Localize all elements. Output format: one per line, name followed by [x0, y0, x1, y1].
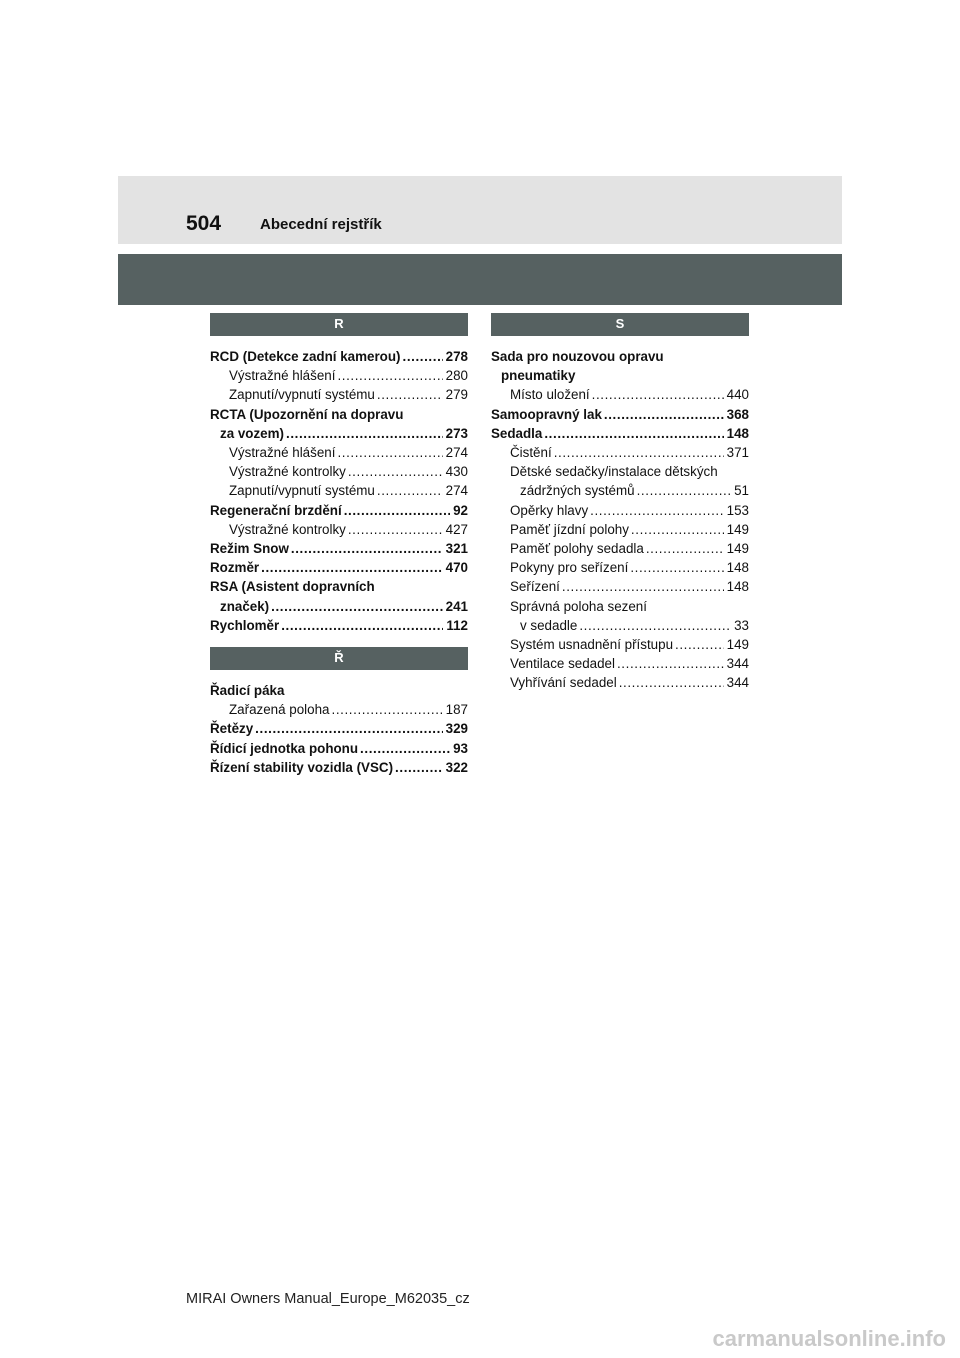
entry-label: Výstražné hlášení	[229, 445, 336, 461]
dot-leader	[619, 673, 724, 692]
entry-label: Pokyny pro seřízení	[510, 560, 629, 576]
entry-label: Paměť polohy sedadla	[510, 541, 644, 557]
entry-label: v sedadle	[520, 617, 578, 633]
entry-page-number[interactable]: 241	[445, 598, 468, 614]
index-entry[interactable]	[491, 366, 749, 385]
entry-page-number[interactable]: 148	[726, 560, 749, 576]
entry-page-number[interactable]: 344	[726, 675, 749, 691]
index-entry[interactable]	[210, 577, 468, 596]
entry-page-number[interactable]: 440	[726, 387, 749, 403]
index-subentry[interactable]	[491, 616, 749, 635]
index-column-left	[210, 313, 468, 777]
entry-page-number[interactable]: 427	[445, 521, 468, 537]
entry-page-number[interactable]: 344	[726, 656, 749, 672]
entry-label: Řetězy	[210, 721, 254, 737]
letter-header: Ř	[210, 647, 468, 670]
dot-leader	[286, 424, 443, 443]
entry-label: RCD (Detekce zadní kamerou)	[210, 349, 401, 364]
entry-page-number[interactable]: 112	[446, 617, 468, 633]
footer-text: MIRAI Owners Manual_Europe_M62035_cz	[186, 1291, 470, 1307]
index-subentry[interactable]	[210, 443, 468, 462]
entry-page-number[interactable]: 148	[726, 579, 749, 595]
entry-page-number[interactable]: 153	[726, 502, 749, 518]
index-column-right	[491, 313, 749, 693]
dot-leader	[348, 520, 443, 539]
index-subentry[interactable]	[491, 501, 749, 520]
entry-label: Regenerační brzdění	[210, 502, 342, 518]
entry-label: Místo uložení	[510, 387, 590, 403]
index-subentry[interactable]	[210, 520, 468, 539]
index-subentry[interactable]	[210, 462, 468, 481]
index-entry-list	[210, 336, 468, 635]
entry-label: zádržných systémů	[520, 483, 635, 499]
entry-page-number[interactable]: 92	[453, 502, 468, 518]
entry-label: Zařazená poloha	[229, 702, 330, 718]
entry-label: za vozem)	[220, 425, 284, 441]
index-entry[interactable]	[491, 347, 749, 366]
index-subentry[interactable]	[491, 481, 749, 500]
entry-page-number[interactable]: 470	[445, 560, 468, 576]
index-entry[interactable]	[491, 405, 749, 424]
entry-label: Režim Snow	[210, 541, 289, 557]
entry-label: Řídicí jednotka pohonu	[210, 740, 359, 756]
entry-page-number[interactable]: 274	[445, 445, 468, 461]
index-entry[interactable]	[210, 597, 468, 616]
index-subentry[interactable]	[491, 654, 749, 673]
entry-label: Opěrky hlavy	[510, 502, 589, 518]
entry-page-number[interactable]: 322	[445, 759, 468, 775]
dot-leader	[562, 577, 724, 596]
index-entry[interactable]	[210, 347, 468, 366]
index-subentry[interactable]	[210, 700, 468, 719]
section-title: Abecední rejstřík	[260, 216, 382, 233]
dot-leader	[631, 520, 724, 539]
dot-leader	[344, 501, 450, 520]
entry-label: Seřízení	[510, 579, 560, 595]
entry-label: Systém usnadnění přístupu	[510, 637, 674, 653]
entry-page-number[interactable]: 51	[734, 483, 749, 499]
dot-leader	[646, 539, 724, 558]
dot-leader	[579, 616, 731, 635]
dot-leader	[337, 366, 442, 385]
index-subentry[interactable]	[491, 577, 749, 596]
entry-label: Řízení stability vozidla (VSC)	[210, 759, 394, 775]
letter-header: S	[491, 313, 749, 336]
dot-leader	[554, 443, 724, 462]
entry-label: Výstražné kontrolky	[229, 464, 346, 480]
index-subentry[interactable]	[491, 385, 749, 404]
dot-leader	[291, 539, 443, 558]
index-entry[interactable]	[210, 739, 468, 758]
index-subentry[interactable]	[491, 443, 749, 462]
page-number: 504	[186, 212, 222, 235]
index-entry[interactable]	[210, 558, 468, 577]
dot-leader	[630, 558, 723, 577]
dot-leader	[261, 558, 443, 577]
entry-page-number[interactable]: 280	[445, 368, 468, 384]
entry-label: Ventilace sedadel	[510, 656, 615, 672]
entry-label: Dětské sedačky/instalace dětských	[510, 464, 718, 480]
dot-leader	[544, 424, 723, 443]
entry-page-number[interactable]: 187	[445, 702, 468, 718]
index-subentry[interactable]	[491, 635, 749, 654]
entry-label: Řadicí páka	[210, 683, 285, 699]
dot-leader	[281, 616, 443, 635]
entry-page-number[interactable]: 321	[445, 541, 468, 557]
dot-leader	[395, 758, 443, 777]
entry-label: značek)	[220, 598, 270, 614]
index-subentry[interactable]	[210, 481, 468, 500]
entry-label: Sedadla	[491, 425, 543, 441]
dot-leader	[377, 385, 443, 404]
dot-leader	[617, 654, 724, 673]
entry-label: Samoopravný lak	[491, 406, 602, 422]
entry-page-number[interactable]: 430	[445, 464, 468, 480]
index-subentry[interactable]	[491, 539, 749, 558]
index-entry-list	[210, 670, 468, 777]
dot-leader	[271, 597, 443, 616]
entry-label: pneumatiky	[501, 368, 576, 384]
index-entry[interactable]	[210, 681, 468, 700]
entry-label: Zapnutí/vypnutí systému	[229, 387, 375, 403]
entry-page-number[interactable]: 371	[726, 445, 749, 461]
index-entry[interactable]	[210, 719, 468, 738]
index-entry[interactable]	[210, 539, 468, 558]
dot-leader	[360, 739, 450, 758]
dot-leader	[255, 719, 442, 738]
entry-label: RCTA (Upozornění na dopravu	[210, 406, 404, 422]
entry-page-number[interactable]: 93	[453, 740, 468, 756]
entry-page-number[interactable]: 149	[726, 521, 749, 537]
entry-page-number[interactable]: 149	[726, 541, 749, 557]
index-entry[interactable]	[210, 616, 468, 635]
entry-label: Sada pro nouzovou opravu	[491, 349, 664, 364]
dot-leader	[592, 385, 724, 404]
entry-page-number[interactable]: 279	[445, 387, 468, 403]
entry-page-number[interactable]: 148	[726, 425, 749, 441]
header-band	[118, 176, 842, 244]
entry-page-number[interactable]: 33	[734, 617, 749, 633]
index-entry[interactable]	[210, 501, 468, 520]
entry-label: Zapnutí/vypnutí systému	[229, 483, 375, 499]
entry-page-number[interactable]: 274	[445, 483, 468, 499]
index-subentry[interactable]	[491, 597, 749, 616]
index-entry[interactable]	[210, 758, 468, 777]
index-entry[interactable]	[210, 405, 468, 424]
index-subentry[interactable]	[491, 520, 749, 539]
entry-label: Výstražné kontrolky	[229, 521, 346, 537]
entry-page-number[interactable]: 149	[726, 637, 749, 653]
dot-leader	[675, 635, 724, 654]
entry-page-number[interactable]: 329	[445, 721, 468, 737]
index-subentry[interactable]	[491, 558, 749, 577]
dot-leader	[590, 501, 724, 520]
entry-label: Výstražné hlášení	[229, 368, 336, 384]
index-entry[interactable]	[491, 424, 749, 443]
entry-page-number[interactable]: 278	[445, 349, 468, 364]
dot-leader	[377, 481, 443, 500]
index-entry[interactable]	[210, 424, 468, 443]
dot-leader	[348, 462, 443, 481]
entry-label: Čistění	[510, 445, 552, 461]
section-banner	[118, 254, 842, 305]
dot-leader	[403, 347, 443, 366]
index-subentry[interactable]	[210, 366, 468, 385]
watermark-text: carmanualsonline.info	[712, 1326, 946, 1351]
index-subentry[interactable]	[491, 462, 749, 481]
entry-label: Rychloměr	[210, 617, 280, 633]
letter-header: R	[210, 313, 468, 336]
entry-label: Správná poloha sezení	[510, 598, 647, 614]
entry-label: Paměť jízdní polohy	[510, 521, 629, 537]
entry-page-number[interactable]: 368	[726, 406, 749, 422]
entry-page-number[interactable]: 273	[445, 425, 468, 441]
dot-leader	[637, 481, 731, 500]
entry-label: RSA (Asistent dopravních	[210, 579, 375, 595]
dot-leader	[337, 443, 442, 462]
index-subentry[interactable]	[210, 385, 468, 404]
entry-label: Rozměr	[210, 560, 260, 576]
dot-leader	[604, 405, 724, 424]
entry-label: Vyhřívání sedadel	[510, 675, 617, 691]
dot-leader	[332, 700, 443, 719]
index-subentry[interactable]	[491, 673, 749, 692]
index-entry-list	[491, 336, 749, 693]
